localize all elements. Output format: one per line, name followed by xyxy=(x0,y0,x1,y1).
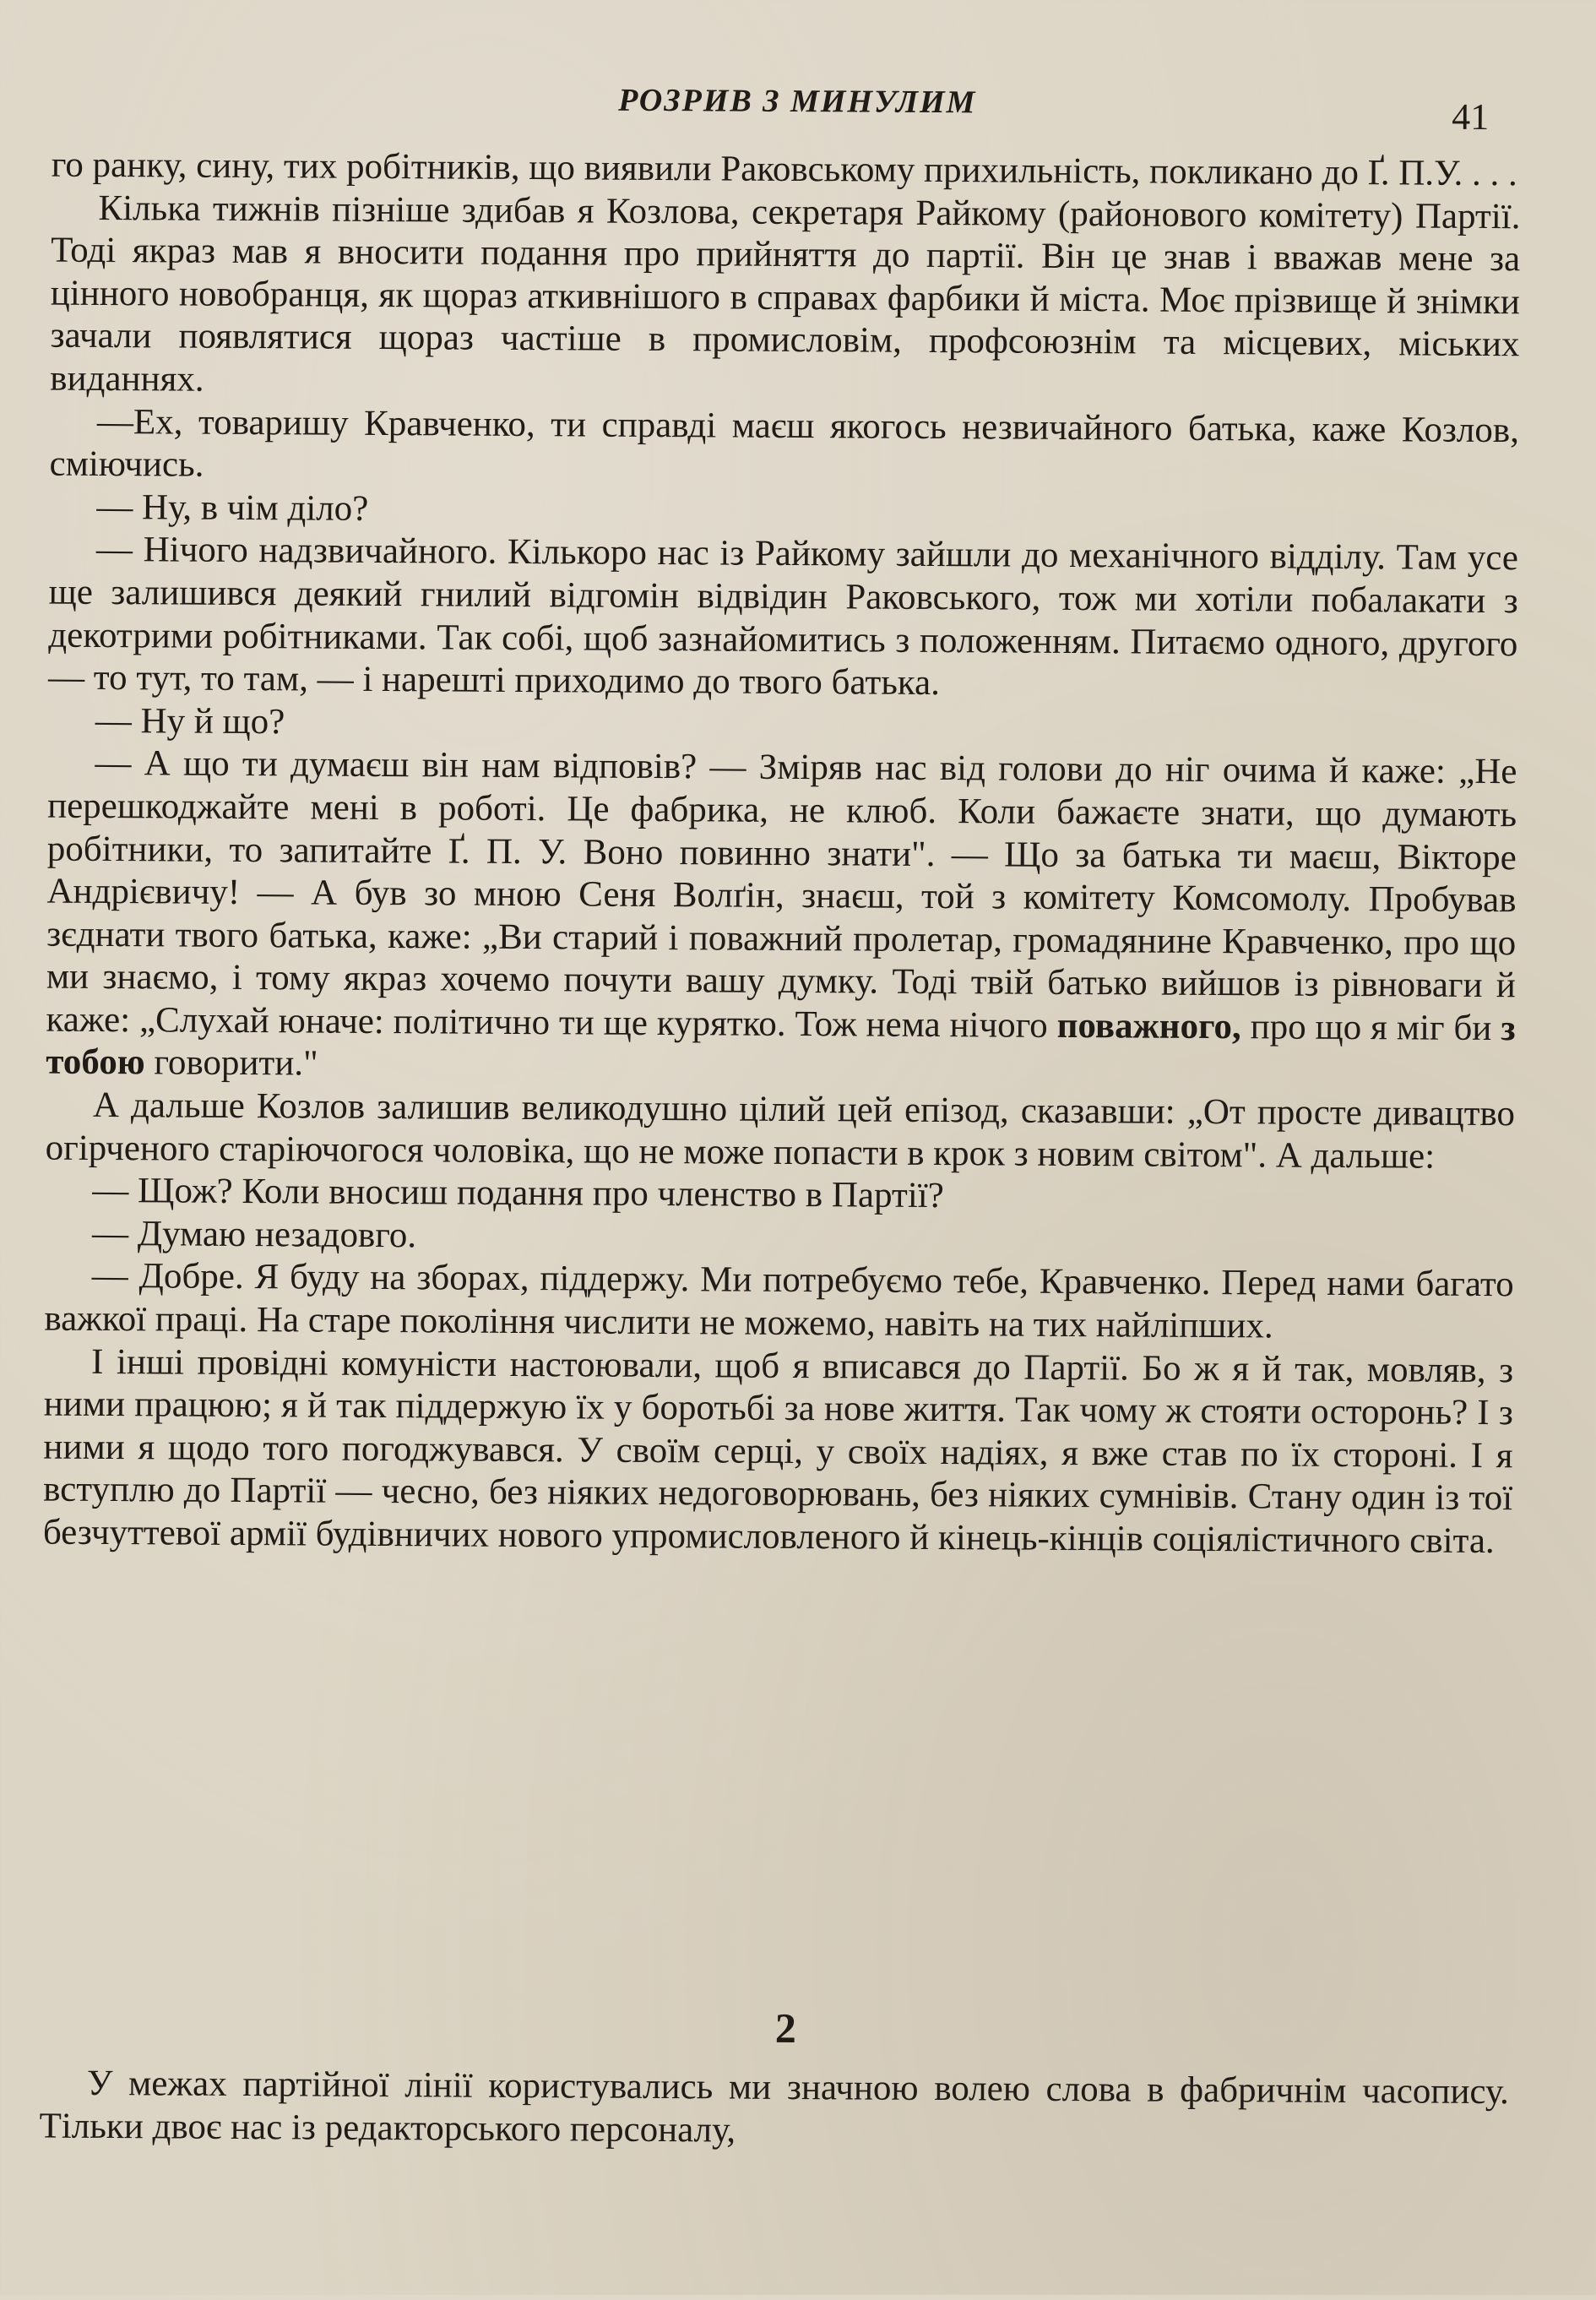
paragraph: — Ну й що? xyxy=(95,700,285,742)
paragraph: го ранку, сину, тих робітників, що виявили Раковському прихильність, покликано до Ґ. П.У. . . . xyxy=(51,144,1517,194)
paragraph: — Ну, в чім діло? xyxy=(96,487,369,529)
paragraph: І інші провідні комуністи настоювали, щоб я вписався до Партії. Бо ж я й так, мовляв, з ними працюю; я й так піддержую їх у боротьбі за нове життя. Так чому ж стояти осторонь? І з ними я щодо того погоджувався. У своїм серці, у своїх надіях, я вже став по їх стороні. І я вступлю до Партії — чесно, без ніяких недоговорювань, без ніяких сумнівів. Стану один із тої безчуттевої армії будівничих нового упромисловленого й кінець-кінців соціялістичного світа. xyxy=(42,1341,1514,1562)
running-head: РОЗРИВ З МИНУЛИМ xyxy=(618,82,977,121)
page-number: 41 xyxy=(1452,95,1490,138)
paragraph: — Нічого надзвичайного. Кількоро нас із Райкому зайшли до механічного відділу. Там усе ще залишився деякий гнилий відгомін відвідин Раковського, тож ми хотіли побалакати з декотрими робітниками. Так собі, щоб зазнайомитись з положенням. Питаємо одного, другого — то тут, то там, — і нарешті приходимо до твого батька. xyxy=(47,530,1519,704)
emphasis-text: поважного, xyxy=(1056,1005,1241,1047)
section-number: 2 xyxy=(774,2004,797,2053)
emphasis-text: з тобою xyxy=(46,1008,1516,1083)
body-text xyxy=(43,144,1521,1563)
paragraph-text: говорити." xyxy=(154,1042,318,1085)
paragraph: У межах партійної лінії користувались ми значною волею слова в фабричнім часопису. Тільки двоє нас із редакторського персоналу, xyxy=(39,2063,1510,2150)
paragraph: — Щож? Коли вносиш подання про членство в Партії? xyxy=(92,1171,944,1216)
paragraph: — Думаю незадовго. xyxy=(91,1213,417,1256)
paragraph-text: — А що ти думаєш він нам відповів? — Зміряв нас від голови до ніг очима й каже: „Не перешкоджайте мені в роботі. Це фабрика, не клюб. Коли бажаєте знати, що думають робітники, то запитайте Ґ. П. У. Воно повинно знати". — Що за батька ти маєш, Вікторе Андрієвичу! — А був зо мною Сеня Волґін, знаєш, той з комітету Комсомолу. Пробував зєднати твого батька, каже: „Ви старий і поважний пролетар, громадянине Кравченко, про що ми знаємо, і тому якраз хочемо почути вашу думку. Тоді твій батько вийшов із рівноваги й каже: „Слухай юначе: політично ти ще курятко. Тож нема нічого xyxy=(46,743,1517,1046)
paragraph: А дальше Козлов залишив великодушно цілий цей епізод, сказавши: „От просте дивацтво огірченого старіючогося чоловіка, що не може попасти в крок з новим світом". А дальше: xyxy=(45,1085,1516,1177)
paragraph xyxy=(46,742,1517,1093)
paragraph: —Ех, товаришу Кравченко, ти справді маєш якогось незвичайного батька, каже Козлов, сміючись. xyxy=(49,401,1520,485)
paragraph-text: про що я міг би xyxy=(1250,1007,1492,1048)
section-text xyxy=(39,2063,1509,2157)
paragraph: Кілька тижнів пізніше здибав я Козлова, секретаря Райкому (районового комітету) Партії. Тоді якраз мав я вносити подання про прийняття до партії. Він це знав і вважав мене за цінного новобранця, як щораз аткивнішого в справах фарбики й міста. Моє прізвище й знімки зачали появлятися щораз частіше в промисловім, профсоюзнім та місцевих, міських виданнях. xyxy=(50,188,1521,400)
paragraph: — Добре. Я буду на зборах, піддержу. Ми потребуємо тебе, Кравченко. Перед нами багато важкої праці. На старе покоління числити не можемо, навіть на тих найліпших. xyxy=(44,1256,1514,1346)
